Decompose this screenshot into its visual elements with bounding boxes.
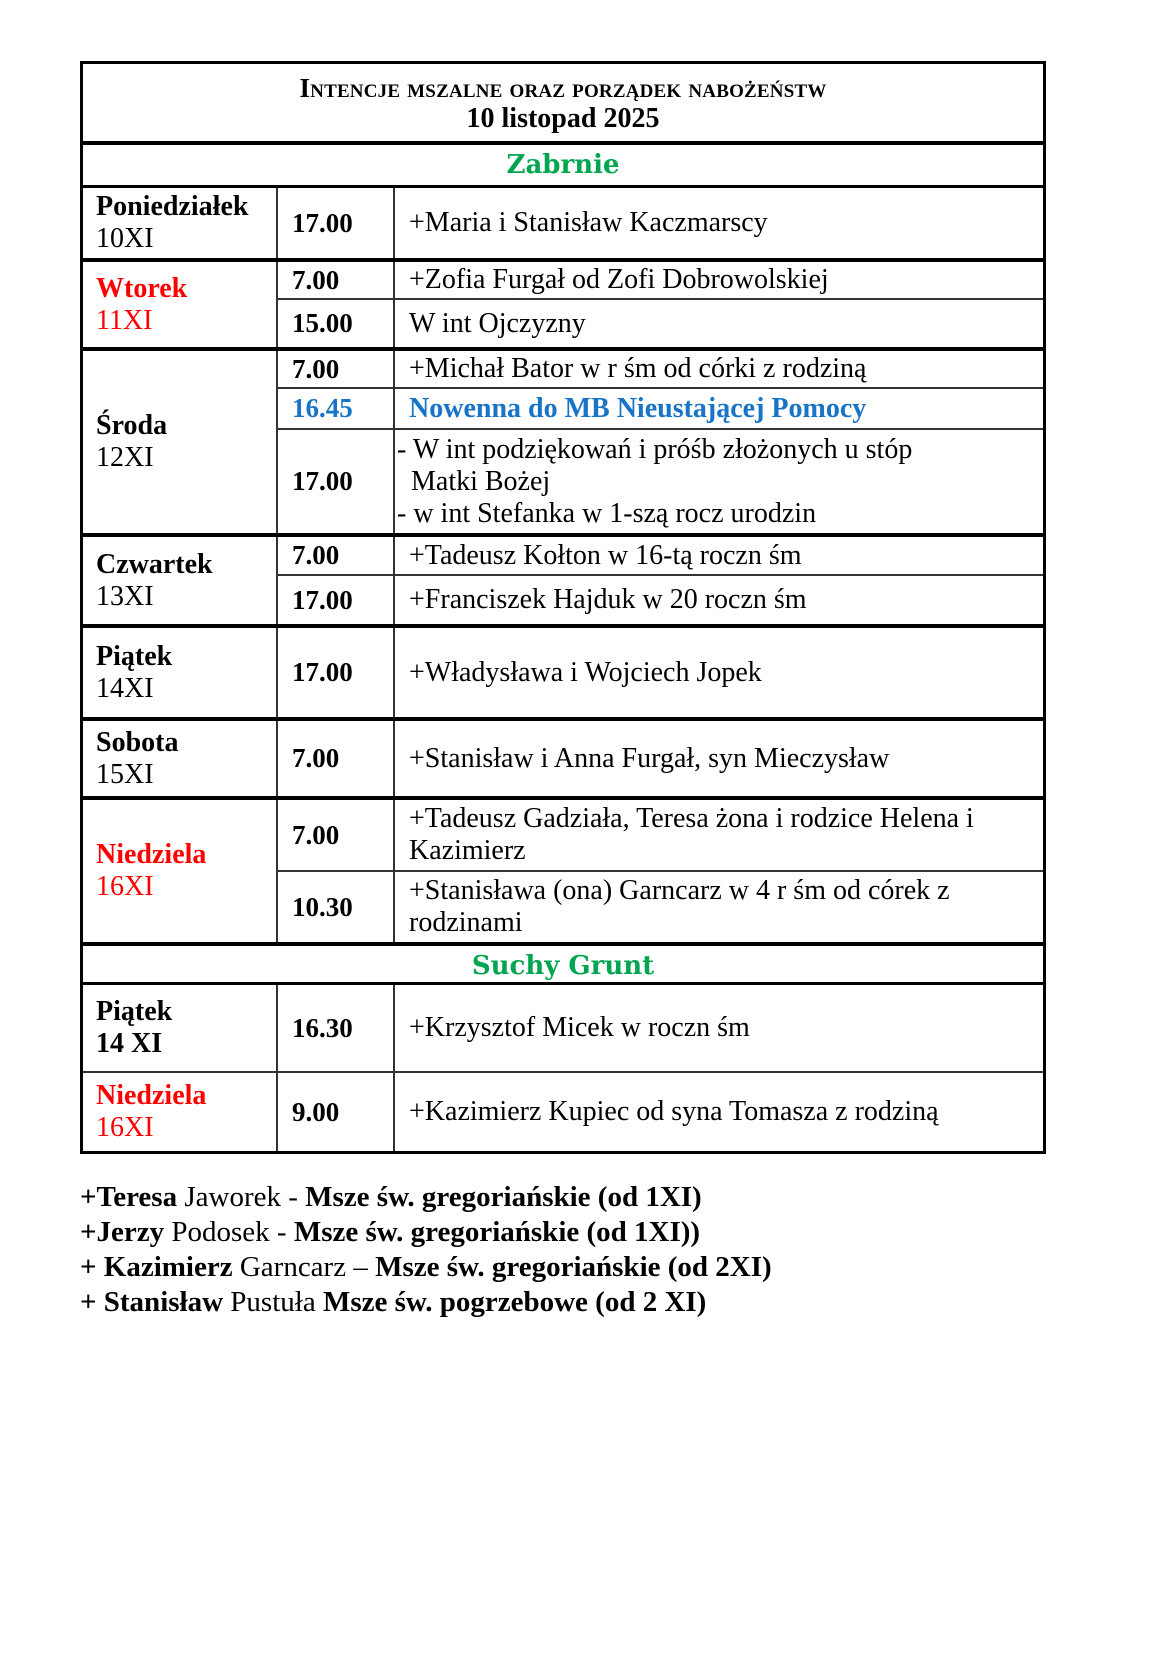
- day-cell: [83, 537, 278, 624]
- day-name: Czwartek: [96, 548, 213, 580]
- mass-intention: [395, 188, 1043, 258]
- mass-time: 17.00: [278, 430, 395, 533]
- mass-entry: [278, 188, 1043, 258]
- mass-entry: [278, 262, 1043, 300]
- day-date: 14 XI: [96, 1028, 163, 1059]
- mass-intention: [395, 721, 1043, 796]
- mass-intention: [395, 1073, 1043, 1151]
- mass-intention: [395, 872, 1043, 942]
- novena-entry: [278, 389, 1043, 430]
- intention-line: +Michał Bator w r śm od córki z rodziną: [409, 353, 867, 384]
- mass-entry: [278, 721, 1043, 796]
- note-line: [80, 1180, 772, 1215]
- day-name: Środa: [96, 410, 168, 441]
- document-date: 10 listopad 2025: [466, 103, 660, 134]
- day-row-wtorek: [83, 262, 1043, 351]
- day-date: 15XI: [96, 758, 154, 790]
- mass-time: 7.00: [278, 537, 395, 574]
- day-row-piatek-suchy-grunt: [83, 985, 1043, 1073]
- gregorian-masses-notes: [80, 1180, 772, 1320]
- note-line: [80, 1250, 772, 1285]
- mass-time: 7.00: [278, 262, 395, 298]
- mass-entry: [278, 576, 1043, 624]
- day-date: 14XI: [96, 672, 154, 704]
- mass-intention: [395, 800, 1043, 870]
- day-cell: [83, 351, 278, 533]
- mass-time: 17.00: [278, 628, 395, 717]
- day-cell: [83, 721, 278, 796]
- day-name: Sobota: [96, 726, 179, 758]
- day-date: 16XI: [96, 871, 154, 902]
- day-name: Piątek: [96, 640, 173, 672]
- mass-entry: [278, 1073, 1043, 1151]
- intention-line: +Tadeusz Gadziała, Teresa żona i rodzice Helena i: [409, 803, 974, 834]
- note-last-name: Garncarz –: [232, 1251, 376, 1283]
- intention-line: Kazimierz: [409, 835, 526, 866]
- table-header: [83, 64, 1043, 145]
- mass-intention: [395, 628, 1043, 717]
- mass-intention: [395, 300, 1043, 347]
- note-first-name: + Stanisław: [80, 1286, 224, 1318]
- mass-intentions-table: [80, 61, 1046, 1154]
- mass-entry: [278, 800, 1043, 872]
- intention-line: rodzinami: [409, 907, 523, 938]
- day-row-sobota: [83, 721, 1043, 800]
- mass-time: 7.00: [278, 351, 395, 387]
- section-header-suchy-grunt: Suchy Grunt: [83, 942, 1043, 985]
- day-name: Wtorek: [96, 272, 188, 304]
- day-date: 11XI: [96, 304, 153, 336]
- day-cell: [83, 628, 278, 717]
- note-first-name: + Kazimierz: [80, 1251, 233, 1283]
- mass-entry: [278, 351, 1043, 389]
- mass-intention: [395, 351, 1043, 387]
- day-cell: [83, 188, 278, 258]
- mass-intention: [395, 389, 1043, 428]
- intention-line: +Tadeusz Kołton w 16-tą roczn śm: [409, 539, 802, 571]
- day-date: 10XI: [96, 223, 154, 254]
- section-header-zabrnie: Zabrnie: [83, 145, 1043, 188]
- day-cell: [83, 262, 278, 347]
- mass-time: 7.00: [278, 800, 395, 870]
- document-title: Intencje mszalne oraz porządek nabożeństw: [299, 73, 827, 103]
- intention-line: +Stanisław i Anna Furgał, syn Mieczysław: [409, 742, 890, 774]
- mass-intention: [395, 985, 1043, 1071]
- mass-entry: [278, 300, 1043, 347]
- note-first-name: +Jerzy: [80, 1216, 165, 1248]
- note-line: [80, 1285, 772, 1320]
- note-last-name: Podosek -: [164, 1216, 294, 1248]
- day-name: Piątek: [96, 996, 173, 1027]
- mass-time: 17.00: [278, 188, 395, 258]
- day-date: 13XI: [96, 580, 154, 612]
- intention-line: +Kazimierz Kupiec od syna Tomasza z rodziną: [409, 1096, 939, 1127]
- mass-time: 10.30: [278, 872, 395, 942]
- intention-line: +Władysława i Wojciech Jopek: [409, 656, 762, 688]
- day-row-sroda: [83, 351, 1043, 537]
- day-cell: [83, 985, 278, 1071]
- mass-time: 16.30: [278, 985, 395, 1071]
- intention-line: - w int Stefanka w 1-szą rocz urodzin: [397, 497, 817, 529]
- mass-time: 16.45: [278, 389, 395, 428]
- mass-intention: [395, 262, 1043, 298]
- day-date: 12XI: [96, 442, 154, 473]
- mass-time: 15.00: [278, 300, 395, 347]
- intention-line: Matki Bożej: [397, 465, 551, 497]
- mass-entry: [278, 628, 1043, 717]
- mass-time: 7.00: [278, 721, 395, 796]
- intention-line: Nowenna do MB Nieustającej Pomocy: [409, 392, 867, 424]
- note-description: Msze św. gregoriańskie (od 1XI): [305, 1181, 702, 1213]
- note-description: Msze św. gregoriańskie (od 1XI)): [293, 1216, 701, 1248]
- day-name: Poniedziałek: [96, 191, 249, 222]
- intention-line: +Zofia Furgał od Zofi Dobrowolskiej: [409, 264, 829, 295]
- day-date: 16XI: [96, 1112, 154, 1143]
- note-line: [80, 1215, 772, 1250]
- day-cell: [83, 1073, 278, 1151]
- intention-line: +Maria i Stanisław Kaczmarscy: [409, 207, 768, 238]
- mass-entry: [278, 430, 1043, 533]
- day-row-niedziela: [83, 800, 1043, 942]
- mass-intention: [395, 576, 1043, 624]
- day-name: Niedziela: [96, 839, 207, 870]
- day-row-poniedzialek: [83, 188, 1043, 262]
- note-first-name: +Teresa: [80, 1181, 178, 1213]
- day-row-piatek: [83, 628, 1043, 721]
- note-last-name: Jaworek -: [177, 1181, 306, 1213]
- day-row-czwartek: [83, 537, 1043, 628]
- note-description: Msze św. gregoriańskie (od 2XI): [375, 1251, 772, 1283]
- intention-line: +Krzysztof Micek w roczn śm: [409, 1012, 750, 1043]
- note-last-name: Pustuła: [223, 1286, 323, 1318]
- mass-intention: [395, 430, 1043, 533]
- intention-line: - W int podziękowań i próśb złożonych u stóp: [397, 433, 913, 465]
- mass-time: 9.00: [278, 1073, 395, 1151]
- intention-line: W int Ojczyzny: [409, 307, 586, 339]
- intention-line: +Stanisława (ona) Garncarz w 4 r śm od córek z: [409, 875, 950, 906]
- mass-intention: [395, 537, 1043, 574]
- day-row-niedziela-suchy-grunt: [83, 1073, 1043, 1151]
- mass-entry: [278, 985, 1043, 1071]
- day-cell: [83, 800, 278, 942]
- mass-entry: [278, 537, 1043, 576]
- mass-entry: [278, 872, 1043, 942]
- day-name: Niedziela: [96, 1080, 207, 1111]
- mass-time: 17.00: [278, 576, 395, 624]
- note-description: Msze św. pogrzebowe (od 2 XI): [322, 1286, 707, 1318]
- intention-line: +Franciszek Hajduk w 20 roczn śm: [409, 584, 807, 615]
